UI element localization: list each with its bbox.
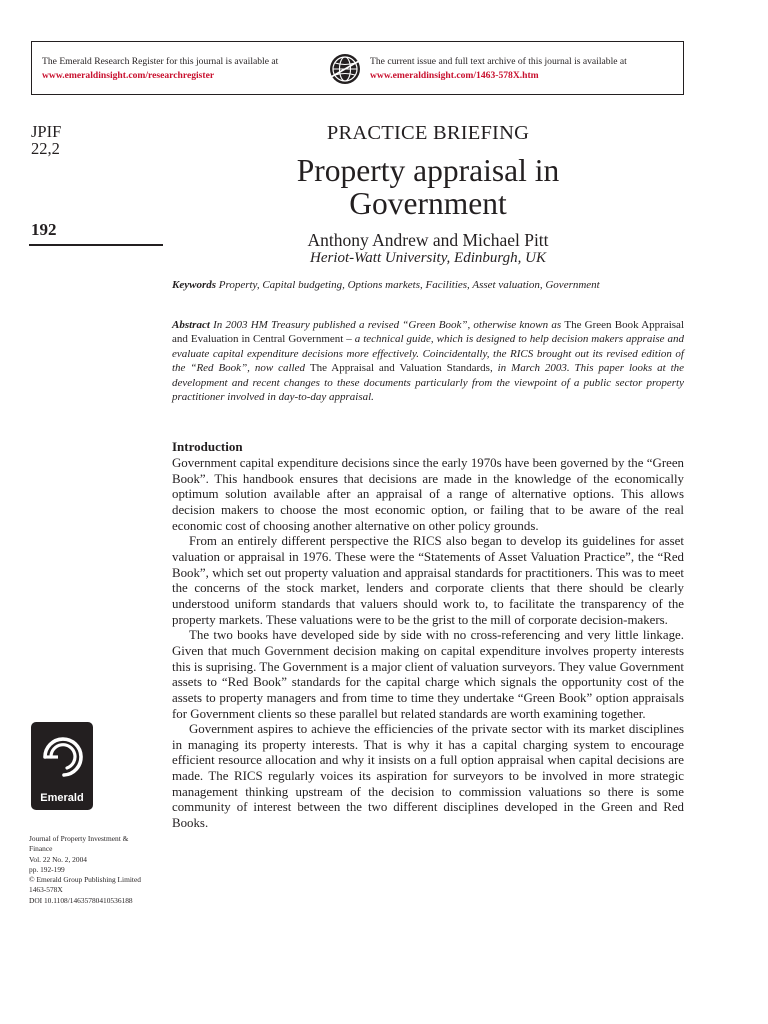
journal-abbrev: JPIF <box>31 122 62 141</box>
page-number-rule <box>29 244 163 246</box>
paragraph: The two books have developed side by side with no cross-referencing and very little linkage. Given that much Government decision making on capital expenditure involves property interests this is suprising. The Government is a major client of valuation surveyors. They value Government assets to “Red Book” standards for the capital charge which signals the opportunity cost of the assets to property managers and from time to time they undertake “Green Book” option appraisals for Government clients so these parallel but related standards are worth examining together. <box>172 628 684 721</box>
citation-line: © Emerald Group Publishing Limited <box>29 875 141 885</box>
citation-line: pp. 192-199 <box>29 864 65 874</box>
header-banner <box>31 41 684 95</box>
abstract-text: In 2003 HM Treasury published a revised “Green Book”, otherwise known as <box>209 319 565 331</box>
article-title <box>172 154 684 220</box>
keywords-label: Keywords <box>172 279 216 291</box>
abstract-label: Abstract <box>172 319 210 331</box>
full-text-archive-link[interactable]: www.emeraldinsight.com/1463-578X.htm <box>370 70 539 81</box>
article-type: PRACTICE BRIEFING <box>326 122 530 144</box>
title-line: Property appraisal in <box>296 153 560 188</box>
page-number: 192 <box>31 220 57 239</box>
citation-line: Journal of Property Investment & <box>29 834 129 843</box>
citation-line: Vol. 22 No. 2, 2004 <box>29 854 87 864</box>
authors: Anthony Andrew and Michael Pitt <box>307 230 549 250</box>
volume-issue: 22,2 <box>31 139 60 158</box>
affiliation: Heriot-Watt University, Edinburgh, UK <box>310 250 546 266</box>
svg-text:Emerald: Emerald <box>40 792 84 804</box>
banner-right <box>370 55 627 83</box>
paragraph: Government aspires to achieve the efficiencies of the private sector with its market disciplines in managing its property interests. That is why it has a capital charging system to encourage efficient resource allocation and why it insists on a full option appraisal when capital decisions are made. The RICS regularly voices its aspiration for surveyors to be involved in more strategic management thinking upstream of the decision to commission valuations so there is some community of interest between the two different disciplines developed in the Green and Red Books. <box>172 722 684 831</box>
abstract-book-title: The Green Book Appraisal and Evaluation in Central Government <box>172 319 684 346</box>
keywords <box>172 278 684 292</box>
abstract-text: – a technical guide, which is designed to help decision makers appraise and evaluate capital expenditure decisions more effectively. Coincidentally, the RICS brought out its revised edition of the “Red Book”, now called <box>172 333 684 375</box>
citation-block <box>29 834 169 906</box>
abstract-text: , in March 2003. This paper looks at the development and recent changes to these documents particularly from the viewpoint of a public sector property practitioner involved in day-to-day appraisal. <box>172 362 685 404</box>
paragraph: Government capital expenditure decisions since the early 1970s have been governed by the “Green Book”. This handbook ensures that decisions are made in the knowledge of the economically optimum solution available after an appraisal of a range of alternative options. This allows decision makers to choose the most economic option, or failing that to be aware of the real economic cost of choosing another alternative on other policy grounds. <box>172 456 684 533</box>
journal-id <box>31 123 61 157</box>
section-heading: Introduction <box>172 439 243 454</box>
citation-line: DOI 10.1108/14635780410536188 <box>29 895 133 905</box>
banner-left-text: The Emerald Research Register for this journal is available at <box>42 56 279 67</box>
title-line: Government <box>349 186 507 221</box>
abstract-book-title: The Appraisal and Valuation Standards <box>309 362 490 375</box>
banner-right-text: The current issue and full text archive of this journal is available at <box>370 56 627 67</box>
abstract <box>172 318 684 404</box>
banner-left <box>42 55 278 83</box>
emerald-logo <box>31 722 93 810</box>
research-register-link[interactable]: www.emeraldinsight.com/researchregister <box>42 70 215 81</box>
globe-icon <box>329 53 361 85</box>
keywords-text: Property, Capital budgeting, Options markets, Facilities, Asset valuation, Government <box>216 279 600 291</box>
citation-line: 1463-578X <box>29 885 63 895</box>
citation-line: Finance <box>29 844 53 854</box>
body-text <box>172 456 684 832</box>
paragraph: From an entirely different perspective the RICS also began to develop its guidelines for asset valuation or appraisal in 1976. These were the “Statements of Asset Valuation Practice”, the “Red Book”, which set out property valuation and appraisal standards for practitioners. This was to meet the concerns of the stock market, lenders and corporate clients that there should be clearly understood uniform standards that valuers should work to, to facilitate the transparency of the property markets. These valuations were to be the grist to the mill of corporate decision-makers. <box>172 534 684 627</box>
